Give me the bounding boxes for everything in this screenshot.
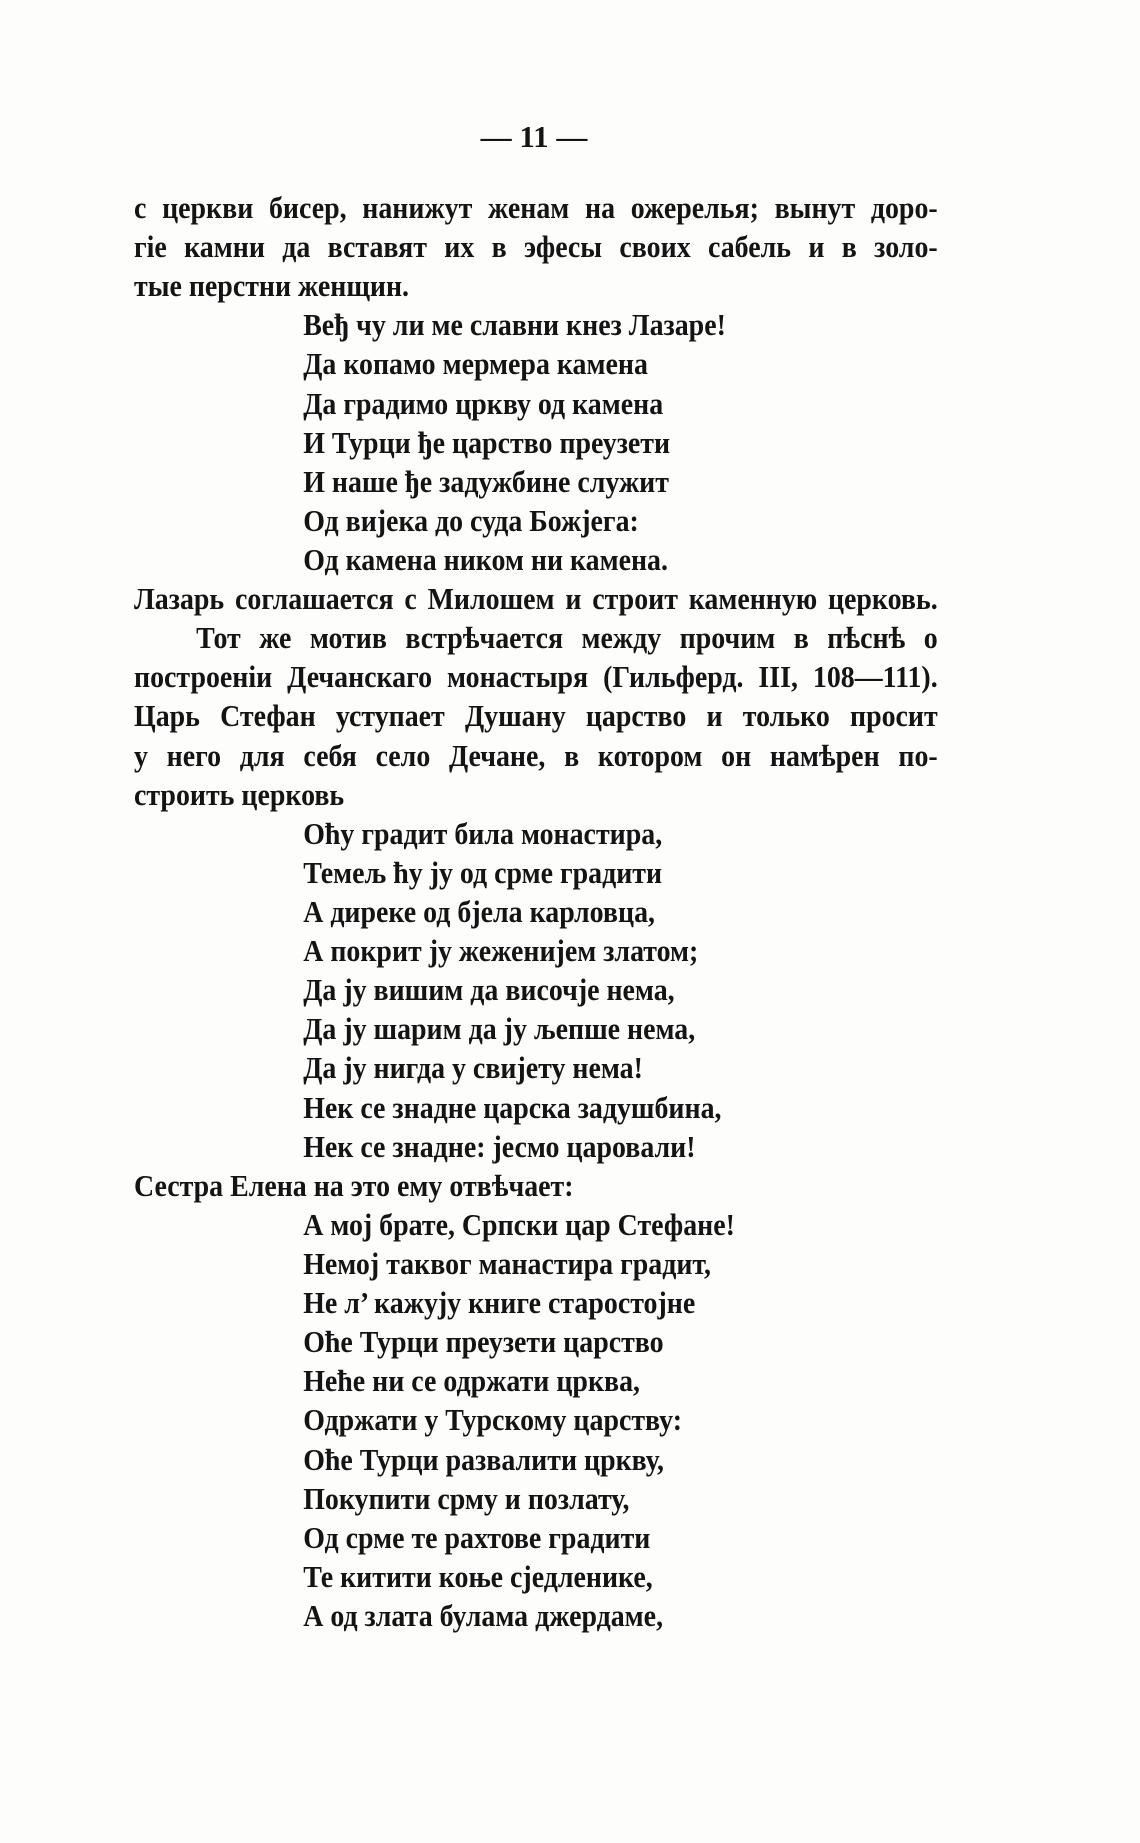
verse-line: Од камена ником ни камена. [303,541,668,577]
verse-line: Да ју вишим да височје нема, [303,972,675,1008]
verse-line: А покрит ју жеженијем златом; [303,933,699,969]
prose-line: Царь Стефан уступает Душану царство и только просит [134,698,938,734]
prose-line: гіе камни да вставят их в эфесы своих сабель и в золо- [134,229,938,265]
verse-line: Нек се знадне царска задушбина, [303,1089,722,1125]
prose-line: тые перстни женщин. [134,268,410,304]
prose-line: с церкви бисер, нанижут женам на ожерелья; вынут доро- [134,190,938,225]
verse-line: А од злата булама джердаме, [303,1597,664,1633]
prose-line: Сестра Елена на это ему отвѣчает: [134,1167,574,1203]
prose-line: Лазарь соглашается с Милошем и строит каменную церковь. [134,581,938,617]
verse-line: Оће Турци развалити цркву, [303,1441,664,1477]
verse-line: И Турци ђе царство преузети [303,424,671,460]
verse-line: Темељ ћу ју од срме градити [303,854,663,890]
verse-line: А мој брате, Српски цар Стефане! [303,1206,735,1242]
verse-line: Одржати у Турскому царству: [303,1402,683,1438]
verse-line: Веђ чу ли ме славни кнез Лазаре! [303,307,726,343]
verse-line: А диреке од бјела карловца, [303,893,656,929]
verse-line: Да градимо цркву од камена [303,385,664,421]
verse-line: Те китити коње сједленике, [303,1558,653,1594]
verse-line: Оћу градит била монастира, [303,815,663,851]
prose-paragraph [134,188,938,305]
verse-line: Да копамо мермера камена [303,346,648,382]
verse-line: Да ју нигда у свијету нема! [303,1050,643,1086]
prose-line: у него для себя село Дечане, в котором он намѣрен по- [134,737,938,773]
verse-line: Оће Турци преузети царство [303,1324,664,1360]
verse-line: Неће ни се одржати црква, [303,1363,641,1399]
verse-line: Да ју шарим да ју љепше нема, [303,1011,696,1047]
verse-line: Не л’ кажују книге старостојне [303,1285,696,1321]
verse-block [134,1205,938,1635]
verse-block [134,305,938,579]
verse-block [134,814,938,1166]
prose-paragraph [134,579,938,618]
prose-line: строить церковь [134,776,345,812]
verse-line: И наше ђе задужбине служит [303,463,669,499]
verse-line: Немој таквог манастира градит, [303,1245,711,1281]
verse-line: Од срме те рахтове градити [303,1519,651,1555]
verse-line: Покупити срму и позлату, [303,1480,630,1516]
prose-line: построеніи Дечанскаго монастыря (Гильферд. III, 108—111). [134,659,938,695]
prose-paragraph [134,1166,938,1205]
prose-paragraph [134,618,938,814]
verse-line: Нек се знадне: јесмо царовали! [303,1128,696,1164]
page-text [134,188,938,1635]
verse-line: Од вијека до суда Божјега: [303,502,639,538]
page-number: — 11 — [480,119,588,154]
prose-line: Тот же мотив встрѣчается между прочим в пѣснѣ о [196,620,938,656]
